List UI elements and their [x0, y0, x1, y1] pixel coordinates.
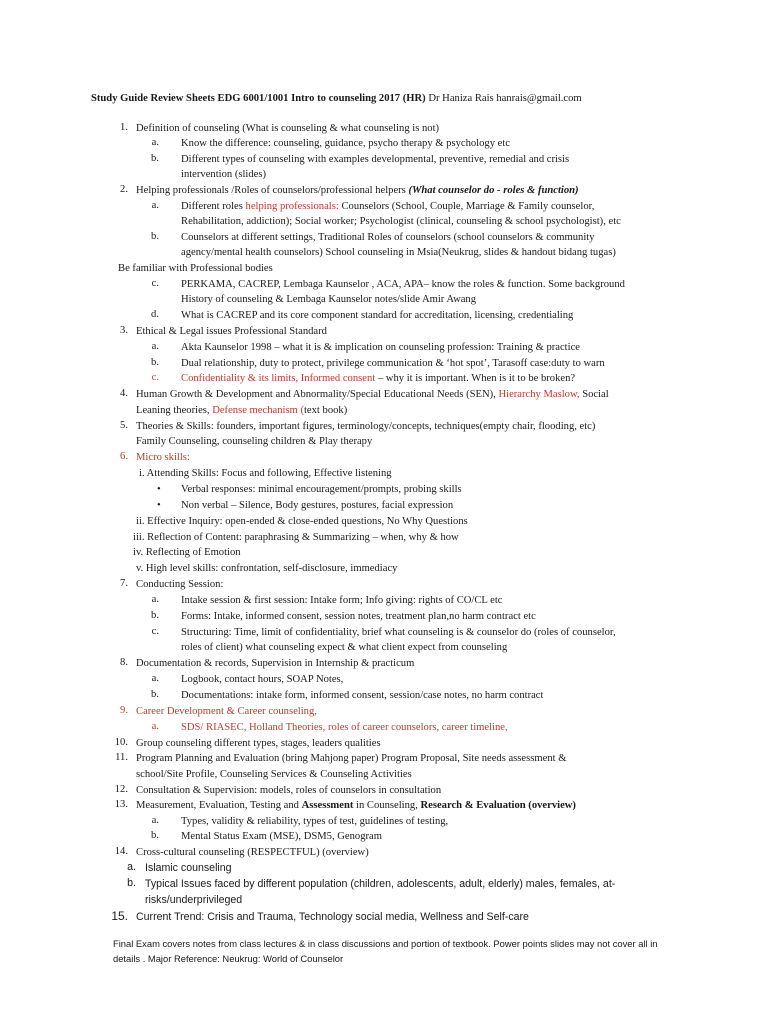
item-4-text: Human Growth & Development and Abnormality/Special Educational Needs (SEN), [136, 389, 499, 400]
item-9a-letter: a. [151, 721, 159, 732]
item-2c-letter: c. [151, 278, 159, 289]
item-6-verbal-text: Verbal responses: minimal encouragement/prompts, probing skills [181, 484, 462, 495]
item-7b-text: Forms: Intake, informed consent, session notes, treatment plan,no harm contract etc [181, 611, 536, 622]
item-6-text: Micro skills: [136, 452, 190, 463]
item-3c-text: – why it is important. When is it to be broken? [375, 373, 576, 384]
item-2-line [136, 184, 579, 198]
item-4-text-2: Social [579, 389, 609, 400]
item-2a-text-cont: Rehabilitation, addiction); Social worker; Psychologist (clinical, counseling & school psychologist), etc [181, 216, 621, 227]
item-7a-text: Intake session & first session: Intake form; Info giving: rights of CO/CL etc [181, 595, 503, 606]
item-10-number: 10. [114, 737, 128, 748]
item-6-v-text: v. High level skills: confrontation, self-disclosure, immediacy [136, 563, 398, 574]
item-3c-line [181, 372, 575, 386]
item-4-line [136, 388, 609, 402]
item-7c-letter: c. [151, 626, 159, 637]
item-3c-highlight: Confidentiality & its limits, Informed consent [181, 373, 376, 384]
item-2b-letter: b. [151, 231, 159, 242]
item-8b-letter: b. [151, 689, 159, 700]
item-1b-text: Different types of counseling with examples developmental, preventive, remedial and crisis [181, 154, 570, 165]
item-6-i-text: i. Attending Skills: Focus and following, Effective listening [139, 468, 392, 479]
item-4-line-cont [136, 404, 347, 418]
item-3-text: Ethical & Legal issues Professional Standard [136, 326, 327, 337]
item-13-number: 13. [114, 799, 128, 810]
item-4-highlight: Hierarchy Maslow, [498, 389, 580, 400]
item-4-highlight-2: Defense mechanism ( [212, 405, 304, 416]
item-8-number: 8. [120, 657, 128, 668]
item-13b-letter: b. [151, 830, 159, 841]
item-13-text: Measurement, Evaluation, Testing and [136, 800, 302, 811]
page-header [91, 93, 582, 104]
item-7b-letter: b. [151, 610, 159, 621]
header-author: Dr Haniza Rais hanrais@gmail.com [428, 93, 582, 104]
item-8a-text: Logbook, contact hours, SOAP Notes, [181, 674, 344, 685]
item-15-number: 15. [111, 909, 128, 923]
item-3-number: 3. [120, 325, 128, 336]
item-6-nonverbal-text: Non verbal – Silence, Body gestures, postures, facial expression [181, 500, 454, 511]
item-2b-text: Counselors at different settings, Traditional Roles of counselors (school counselors & community [181, 232, 595, 243]
item-6-iii-text: iii. Reflection of Content: paraphrasing & Summarizing – when, why & how [133, 532, 459, 543]
item-2a-text: Different roles [181, 201, 246, 212]
item-3a-text: Akta Kaunselor 1998 – what it is & implication on counseling profession: Training & practice [181, 342, 580, 353]
item-2b-text-cont: agency/mental health counselors) School counseling in Msia(Neukrug, slides & handout bidang tugas) [181, 247, 616, 258]
item-9-text: Career Development & Career counseling, [136, 706, 317, 717]
item-4-text-cont: Leaning theories, [136, 405, 213, 416]
item-1-text: Definition of counseling (What is counseling & what counseling is not) [136, 123, 440, 134]
item-13a-letter: a. [151, 815, 159, 826]
item-14a-text: Islamic counseling [145, 862, 232, 874]
item-15-text: Current Trend: Crisis and Trauma, Technology social media, Wellness and Self-care [136, 911, 529, 923]
item-2d-text: What is CACREP and its core component standard for accreditation, licensing, credentialing [181, 310, 574, 321]
item-11-text: Program Planning and Evaluation (bring Mahjong paper) Program Proposal, Site needs assessment & [136, 753, 567, 764]
item-7c-text-cont: roles of client) what counseling expect & what client expect from counseling [181, 642, 508, 653]
item-5-text: Theories & Skills: founders, important figures, terminology/concepts, techniques(empty chair, flooding, etc) [136, 421, 596, 432]
item-8a-letter: a. [151, 673, 159, 684]
item-6-ii-text: ii. Effective Inquiry: open-ended & close-ended questions, No Why Questions [136, 516, 468, 527]
item-11-number: 11. [115, 752, 128, 763]
item-1-number: 1. [120, 122, 128, 133]
item-13-bold-2: Research & Evaluation (overview) [420, 800, 576, 811]
item-5-text-cont: Family Counseling, counseling children & Play therapy [136, 436, 373, 447]
item-5-number: 5. [120, 420, 128, 431]
item-2-emphasis: (What counselor do - roles & function) [408, 185, 579, 196]
exam-note: Final Exam covers notes from class lectures & in class discussions and portion of textbook. Power points slides may not cover all in details . Major Reference: Neukrug: World of Counselor [113, 938, 658, 964]
item-9-number: 9. [120, 705, 128, 716]
item-4-text-cont-2: text book) [303, 405, 348, 416]
item-7-number: 7. [120, 578, 128, 589]
item-2a-highlight: helping professionals: [245, 201, 339, 212]
item-1a-letter: a. [151, 137, 159, 148]
bullet-icon: • [157, 500, 161, 511]
item-8-text: Documentation & records, Supervision in Internship & practicum [136, 658, 415, 669]
header-title: Study Guide Review Sheets EDG 6001/1001 Intro to counseling 2017 (HR) [91, 93, 426, 104]
item-14-text: Cross-cultural counseling (RESPECTFUL) (overview) [136, 847, 369, 858]
item-13b-text: Mental Status Exam (MSE), DSM5, Genogram [181, 831, 382, 842]
item-3a-letter: a. [151, 341, 159, 352]
item-7-text: Conducting Session: [136, 579, 224, 590]
item-3b-text: Dual relationship, duty to protect, privilege communication & ‘hot spot’, Tarasoff case:duty to warn [181, 358, 605, 369]
item-12-text: Consultation & Supervision: models, roles of counselors in consultation [136, 785, 442, 796]
item-14a-letter: a. [127, 861, 136, 873]
item-2-number: 2. [120, 184, 128, 195]
bullet-icon: • [157, 484, 161, 495]
item-13a-text: Types, validity & reliability, types of test, guidelines of testing, [181, 816, 449, 827]
item-3b-letter: b. [151, 357, 159, 368]
item-2d-letter: d. [151, 309, 159, 320]
item-7a-letter: a. [151, 594, 159, 605]
item-14b-letter: b. [127, 877, 136, 889]
item-1b-text-cont: intervention (slides) [181, 169, 267, 180]
item-2a-line [181, 200, 594, 214]
item-6-iv-text: iv. Reflecting of Emotion [133, 547, 241, 558]
item-1b-letter: b. [151, 153, 159, 164]
item-2c-text: PERKAMA, CACREP, Lembaga Kaunselor , ACA, APA– know the roles & function. Some background [181, 279, 625, 290]
item-2-text: Helping professionals /Roles of counselors/professional helpers [136, 185, 409, 196]
item-2c-text-cont: History of counseling & Lembaga Kaunselor notes/slide Amir Awang [181, 294, 477, 305]
item-8b-text: Documentations: intake form, informed consent, session/case notes, no harm contract [181, 690, 544, 701]
item-6-number: 6. [120, 451, 128, 462]
item-10-text: Group counseling different types, stages, leaders qualities [136, 738, 381, 749]
item-3c-letter: c. [151, 372, 159, 383]
item-4-number: 4. [120, 388, 128, 399]
item-14b-text-cont: risks/underprivileged [145, 894, 243, 906]
item-14b-text: Typical Issues faced by different population (children, adolescents, adult, elderly) males, females, at- [145, 878, 616, 890]
item-13-line [136, 799, 576, 813]
item-13-text-2: in Counseling, [353, 800, 421, 811]
item-11-text-cont: school/Site Profile, Counseling Services & Counseling Activities [136, 769, 412, 780]
item-14-number: 14. [114, 846, 128, 857]
item-1a-text: Know the difference: counseling, guidance, psycho therapy & psychology etc [181, 138, 510, 149]
item-2a-letter: a. [151, 200, 159, 211]
item-7c-text: Structuring: Time, limit of confidentiality, brief what counseling is & counselor do (roles of counselor, [181, 627, 616, 638]
item-13-bold: Assessment [301, 800, 354, 811]
item-9a-text: SDS/ RIASEC, Holland Theories, roles of career counselors, career timeline, [181, 722, 508, 733]
item-12-number: 12. [114, 784, 128, 795]
professional-bodies-note: Be familiar with Professional bodies [118, 263, 273, 274]
item-2a-text-2: Counselors (School, Couple, Marriage & Family counselor, [338, 201, 595, 212]
